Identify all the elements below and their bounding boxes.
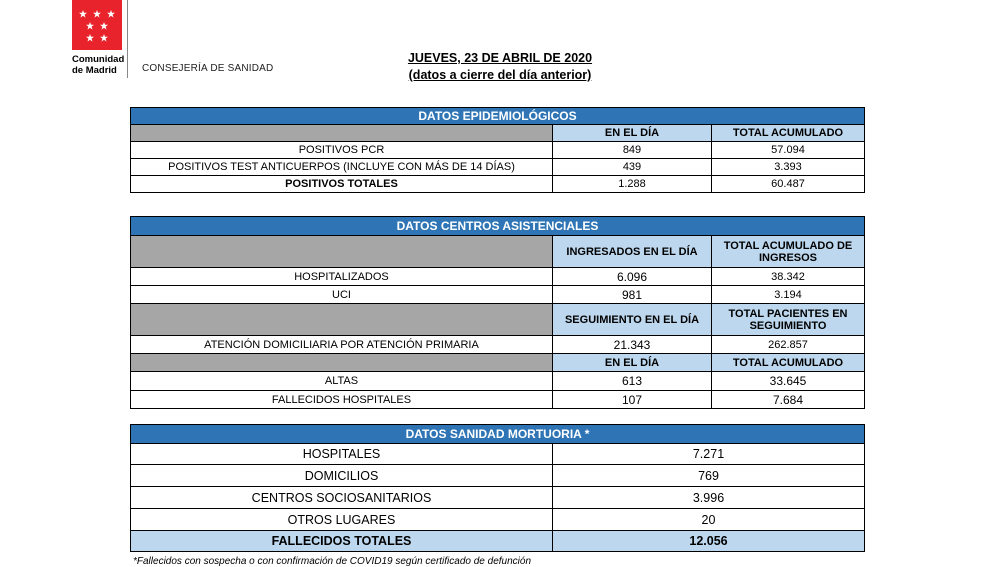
logo-name-line1: Comunidad [72, 54, 125, 65]
row-label: POSITIVOS TOTALES [131, 176, 553, 193]
care-centers-table [130, 216, 865, 409]
row-day-value: 21.343 [553, 336, 712, 354]
table-row [131, 391, 865, 409]
total-row [131, 531, 865, 552]
row-total-value: 3.194 [712, 286, 865, 304]
col-header-total: TOTAL ACUMULADO [712, 125, 865, 142]
table-row [131, 465, 865, 487]
mortuary-title: DATOS SANIDAD MORTUORIA * [131, 425, 865, 444]
blank-header-cell [131, 236, 553, 268]
seven-stars-icon [72, 0, 122, 50]
row-day-value: 849 [553, 142, 712, 159]
row-label: HOSPITALIZADOS [131, 268, 553, 286]
table-row [131, 286, 865, 304]
total-value: 12.056 [553, 531, 865, 552]
col-header-admitted-total: TOTAL ACUMULADO DE INGRESOS [712, 236, 865, 268]
row-total-value: 57.094 [712, 142, 865, 159]
total-label: FALLECIDOS TOTALES [131, 531, 553, 552]
logo-divider [127, 0, 128, 78]
blank-header-cell [131, 304, 553, 336]
row-label: DOMICILIOS [131, 465, 553, 487]
row-day-value: 613 [553, 372, 712, 391]
table-row [131, 142, 865, 159]
table-row [131, 372, 865, 391]
row-total-value: 7.684 [712, 391, 865, 409]
row-label: ALTAS [131, 372, 553, 391]
row-total-value: 3.393 [712, 159, 865, 176]
row-label: CENTROS SOCIOSANITARIOS [131, 487, 553, 509]
table-row [131, 268, 865, 286]
table-row [131, 336, 865, 354]
row-label: POSITIVOS TEST ANTICUERPOS (INCLUYE CON MÁS DE 14 DÍAS) [131, 159, 553, 176]
row-label: HOSPITALES [131, 444, 553, 465]
row-total-value: 262.857 [712, 336, 865, 354]
row-total-value: 33.645 [712, 372, 865, 391]
col-header-followup-total: TOTAL PACIENTES EN SEGUIMIENTO [712, 304, 865, 336]
table-row [131, 509, 865, 531]
logo-name-line2: de Madrid [72, 65, 117, 76]
mortuary-table [130, 424, 865, 552]
row-label: OTROS LUGARES [131, 509, 553, 531]
madrid-flag-icon [72, 0, 122, 50]
epidemiological-title: DATOS EPIDEMIOLÓGICOS [131, 108, 865, 125]
col-header-discharge-day: EN EL DÍA [553, 354, 712, 372]
row-label: ATENCIÓN DOMICILIARIA POR ATENCIÓN PRIMARIA [131, 336, 553, 354]
row-label: FALLECIDOS HOSPITALES [131, 391, 553, 409]
col-header-followup-day: SEGUIMIENTO EN EL DÍA [553, 304, 712, 336]
row-label: UCI [131, 286, 553, 304]
row-total-value: 60.487 [712, 176, 865, 193]
report-date: JUEVES, 23 DE ABRIL DE 2020 [407, 51, 593, 65]
table-row [131, 487, 865, 509]
row-value: 769 [553, 465, 865, 487]
table-row [131, 159, 865, 176]
col-header-discharge-total: TOTAL ACUMULADO [712, 354, 865, 372]
row-day-value: 6.096 [553, 268, 712, 286]
row-value: 3.996 [553, 487, 865, 509]
department-name: CONSEJERÍA DE SANIDAD [142, 63, 274, 74]
table-row [131, 444, 865, 465]
row-day-value: 981 [553, 286, 712, 304]
row-label: POSITIVOS PCR [131, 142, 553, 159]
blank-header-cell [131, 354, 553, 372]
col-header-day: EN EL DÍA [553, 125, 712, 142]
row-value: 7.271 [553, 444, 865, 465]
row-total-value: 38.342 [712, 268, 865, 286]
row-day-value: 1.288 [553, 176, 712, 193]
col-header-admitted-day: INGRESADOS EN EL DÍA [553, 236, 712, 268]
footnote: *Fallecidos con sospecha o con confirmación de COVID19 según certificado de defunción [133, 556, 532, 567]
report-subtitle: (datos a cierre del día anterior) [408, 68, 592, 82]
epidemiological-table [130, 107, 865, 193]
row-day-value: 439 [553, 159, 712, 176]
care-centers-title: DATOS CENTROS ASISTENCIALES [131, 217, 865, 236]
row-value: 20 [553, 509, 865, 531]
table-row [131, 176, 865, 193]
row-day-value: 107 [553, 391, 712, 409]
logo-wordmark [72, 54, 142, 76]
blank-header-cell [131, 125, 553, 142]
